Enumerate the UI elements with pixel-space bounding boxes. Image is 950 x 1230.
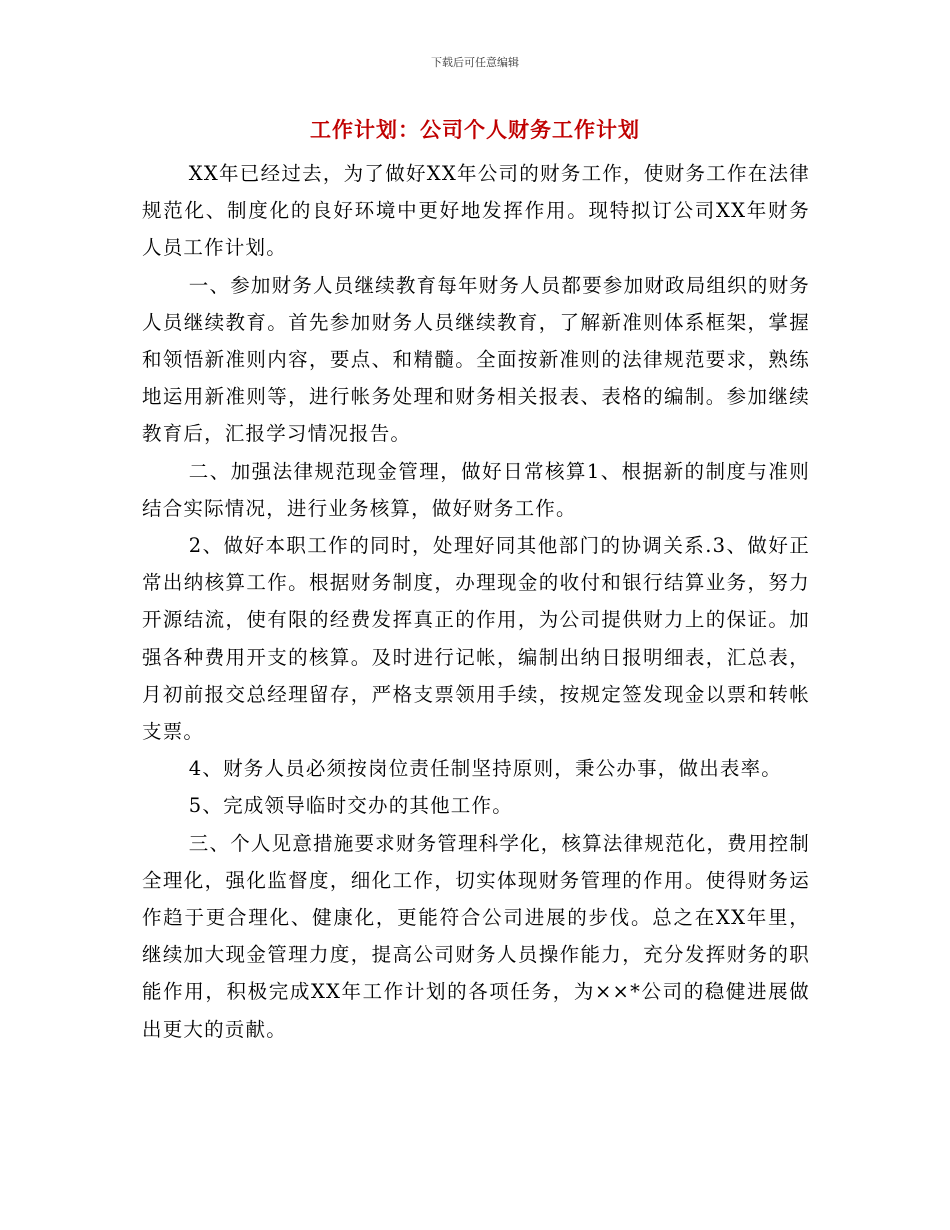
- paragraph-section-2: 二、加强法律规范现金管理，做好日常核算1、根据新的制度与准则结合实际情况，进行业务核算，做好财务工作。: [142, 459, 810, 520]
- paragraph-item-2: 2、做好本职工作的同时，处理好同其他部门的协调关系.3、做好正常出纳核算工作。根据财务制度，办理现金的收付和银行结算业务，努力开源结流，使有限的经费发挥真正的作用，为公司提供财力上的保证。加强各种费用开支的核算。及时进行记帐，编制出纳日报明细表，汇总表，月初前报交总经理留存，严格支票领用手续，按规定签发现金以票和转帐支票。: [142, 534, 810, 744]
- paragraph-item-5: 5、完成领导临时交办的其他工作。: [188, 794, 513, 818]
- paragraph-intro: XX年已经过去，为了做好XX年公司的财务工作，使财务工作在法律规范化、制度化的良好环境中更好地发挥作用。现特拟订公司XX年财务人员工作计划。: [142, 162, 810, 260]
- paragraph-section-1: 一、参加财务人员继续教育每年财务人员都要参加财政局组织的财务人员继续教育。首先参加财务人员继续教育，了解新准则体系框架，掌握和领悟新准则内容，要点、和精髓。全面按新准则的法律规范要求，熟练地运用新准则等，进行帐务处理和财务相关报表、表格的编制。参加继续教育后，汇报学习情况报告。: [142, 273, 810, 446]
- document-body: [142, 155, 810, 1048]
- paragraph-item-4: 4、财务人员必须按岗位责任制坚持原则，秉公办事，做出表率。: [188, 757, 783, 781]
- paragraph-section-3: 三、个人见意措施要求财务管理科学化，核算法律规范化，费用控制全理化，强化监督度，细化工作，切实体现财务管理的作用。使得财务运作趋于更合理化、健康化，更能符合公司进展的步伐。总之在XX年里，继续加大现金管理力度，提高公司财务人员操作能力，充分发挥财务的职能作用，积极完成XX年工作计划的各项任务，为××*公司的稳健进展做出更大的贡献。: [142, 831, 810, 1041]
- header-note: 下载后可任意编辑: [431, 56, 519, 69]
- document-title: 工作计划：公司个人财务工作计划: [310, 117, 640, 142]
